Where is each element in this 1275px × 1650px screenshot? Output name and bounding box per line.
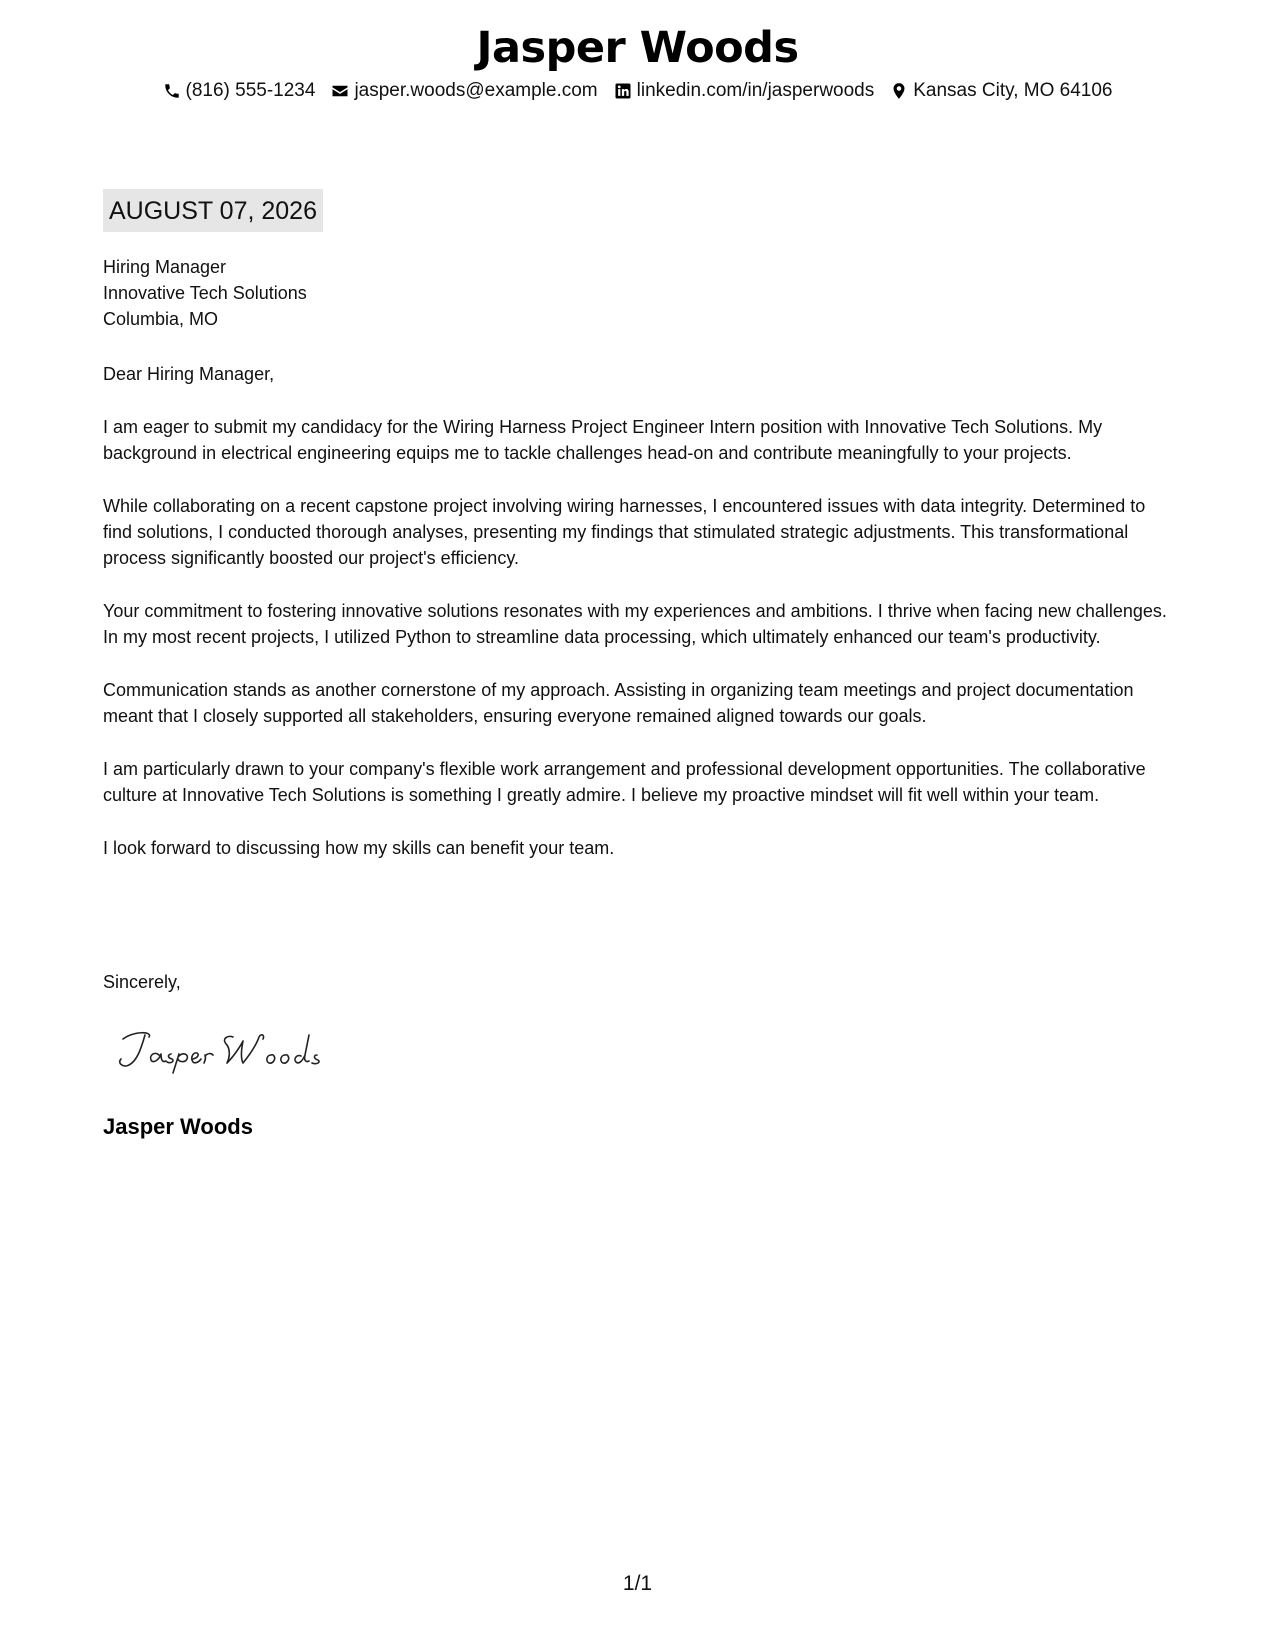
phone-text: (816) 555-1234 xyxy=(185,80,316,101)
contact-row xyxy=(0,78,1275,104)
linkedin-icon xyxy=(614,82,632,100)
body-paragraph: I am eager to submit my candidacy for the Wiring Harness Project Engineer Intern position with Innovative Tech Solutions. My background in electrical engineering equips me to tackle challenges head-on and contribute meaningfully to your projects. xyxy=(103,417,1103,463)
recipient-title: Hiring Manager xyxy=(103,257,227,277)
recipient-block xyxy=(103,254,307,332)
body-paragraph: While collaborating on a recent capstone project involving wiring harnesses, I encountered issues with data integrity. Determined to find solutions, I conducted thorough analyses, presenting my findings that stimulated strategic adjustments. This transformational process significantly boosted our project's efficiency. xyxy=(103,496,1146,568)
salutation: Dear Hiring Manager, xyxy=(103,364,275,384)
envelope-icon xyxy=(331,82,349,100)
letter-date: AUGUST 07, 2026 xyxy=(103,189,323,232)
contact-linkedin xyxy=(614,78,875,104)
handwritten-signature xyxy=(115,1025,355,1075)
linkedin-text: linkedin.com/in/jasperwoods xyxy=(636,80,875,101)
closing: Sincerely, xyxy=(103,972,181,992)
recipient-company: Innovative Tech Solutions xyxy=(103,283,307,303)
body-paragraph: I am particularly drawn to your company's flexible work arrangement and professional development opportunities. The collaborative culture at Innovative Tech Solutions is something I greatly admire. I believe my proactive mindset will fit well within your team. xyxy=(103,759,1146,805)
map-marker-icon xyxy=(890,82,908,100)
contact-location xyxy=(890,78,1112,104)
email-text: jasper.woods@example.com xyxy=(354,80,598,101)
body-paragraph: Your commitment to fostering innovative solutions resonates with my experiences and ambitions. I thrive when facing new challenges. In my most recent projects, I utilized Python to streamline data processing, which ultimately enhanced our team's productivity. xyxy=(103,601,1167,647)
letter-body xyxy=(103,361,1178,888)
body-paragraph: Communication stands as another cornerstone of my approach. Assisting in organizing team meetings and project documentation meant that I closely supported all stakeholders, ensuring everyone remained aligned towards our goals. xyxy=(103,680,1134,726)
contact-email xyxy=(331,78,597,104)
signed-name: Jasper Woods xyxy=(103,1114,253,1139)
body-paragraph: I look forward to discussing how my skills can benefit your team. xyxy=(103,838,615,858)
recipient-location: Columbia, MO xyxy=(103,309,219,329)
phone-icon xyxy=(163,82,181,100)
contact-phone xyxy=(163,78,316,104)
header-name: Jasper Woods xyxy=(476,23,799,73)
page-number: 1/1 xyxy=(622,1572,653,1595)
location-text: Kansas City, MO 64106 xyxy=(913,80,1113,101)
